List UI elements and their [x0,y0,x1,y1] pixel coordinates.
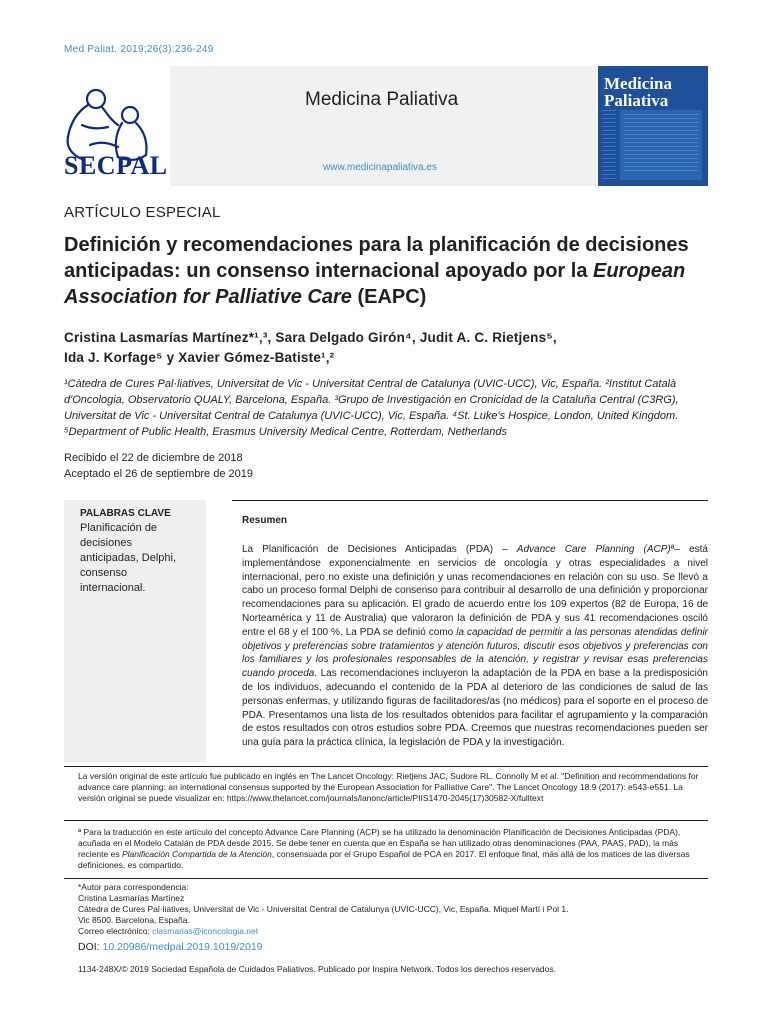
keywords-heading: PALABRAS CLAVE [80,508,171,519]
title-part2: (EAPC) [351,286,427,308]
original-version-note: La versión original de este artículo fue publicado en inglés en The Lancet Oncology: Rietjens JAC, Sudore RL, Connolly M et al. "Definition and recommendations for advance care planning: an international consensus supported by the European Association for Palliative Care". The Lancet Oncology 18.9 (2017): e543-e551. La versión original se puede visualizar en: https://www.thelancet.com/journals/lanonc/article/PIIS1470-2045(17)30582-X/fulltext [78,771,699,803]
journal-citation: Med Paliat. 2019;26(3):236-249 [64,44,214,55]
authors-line2: Ida J. Korfage⁵ y Xavier Gómez-Batiste¹‚² [64,350,335,365]
secpal-logo-text: SECPAL [64,151,168,180]
journal-title: Medicina Paliativa [305,89,459,110]
affiliations: ¹Càtedra de Cures Pal·liatives, Universitat de Vic - Universitat Central de Catalunya (UVIC-UCC), Vic, España. ²Institut Català d'Oncologia, Observatorio QUALY, Barcelona, España. ³Grupo de Investigación en Cronicidad de la Cataluña Central (C3RG), Universitat de Vic - Universitat Central de Catalunya (UVIC-UCC), Vic, España. ⁴St. Luke's Hospice, London, United Kingdom. ⁵Department of Public Health, Erasmus University Medical Centre, Rotterdam, Netherlands [64,378,679,438]
translation-text-a: ª Para la traducción en este artículo del concepto Advance Care Planning (ACP) se ha utilizado la denominación Planificación de Decisiones Anticipadas (PDA), acuñada en el Modelo Catalán de PDA desde 2015. Se debe tener en cuenta que en España se han utilizado otras denominaciones (PAA, PAAS, PAD), la más reciente es [78,827,681,859]
translation-italic: Planificación Compartida de la Atención [121,849,272,859]
received-date: Recibido el 22 de diciembre de 2018 [64,452,243,464]
abstract-top-rule [232,500,708,501]
section-label: ARTÍCULO ESPECIAL [64,204,221,221]
footnote-rule-2 [64,820,708,821]
doi-line [78,941,263,953]
journal-cover-image [598,66,708,186]
authors-line1: Cristina Lasmarías Martínez*¹‚³, Sara Delgado Girón⁴, Judit A. C. Rietjens⁵, [64,330,557,345]
abstract-text-1: La Planificación de Decisiones Anticipadas (PDA) – [242,544,517,555]
footnote-rule-3 [64,878,708,879]
title-part1: Definición y recomendaciones para la planificación de decisiones anticipadas: un consenso internacional apoyado por la [64,234,689,282]
author-list [64,328,704,368]
copyright-notice: 1134-248X/© 2019 Sociedad Española de Cuidados Paliativos. Publicado por Inspira Network. Todos los derechos reservados. [78,964,556,974]
correspondence-email-line [78,926,708,937]
journal-url-link[interactable]: www.medicinapaliativa.es [323,162,437,173]
abstract-text-2: ª– está implementándose exponencialmente en servicios de oncología y otras especialidades a nivel internacional, pero no existe una definición y unas recomendaciones en relación con su uso. Se llevó a cabo un proceso formal Delphi de consenso para contribuir al desarrollo de una definición y proporcionar recomendaciones para su aplicación. El grado de acuerdo entre los 109 expertos (82 de Europa, 16 de Norteamérica y 11 de Australia) que valoraron la definición de PDA y sus 41 recomendaciones osciló entre el 68 y el 100 %. La PDA se definió como [242,544,708,638]
email-link[interactable]: clasmarias@iconcologia.net [152,926,259,936]
footnote-rule-1 [64,766,708,767]
abstract-text-3: Las recomendaciones incluyeron la adaptación de la PDA en base a la predisposición de los individuos, adecuando el contenido de la PDA al deterioro de las condiciones de salud de las personas enfermas, y utilizando figuras de facilitadores/as (no médicos) para el soporte en el proceso de PDA. Presentamos una lista de los resultados obtenidos para facilitar el agrupamiento y la comparación de estos resultados con otros estudios sobre PDA. Creemos que nuestras recomendaciones pueden ser una guía para la práctica clínica, la legislación de PDA y la investigación. [242,668,708,749]
cover-sidebar [602,110,616,180]
doi-label: DOI: [78,941,103,953]
article-dates [64,450,253,482]
correspondence-address-1: Càtedra de Cures Pal·liatives, Universitat de Vic - Universitat Central de Catalunya (UVIC-UCC), Vic, España. Miquel Martí i Pol 1. [78,904,569,914]
correspondence-block [78,882,708,937]
abstract-heading: Resumen [242,515,288,526]
email-label: Correo electrónico: [78,926,153,936]
abstract-body [242,543,708,750]
title-italic: European Association for Palliative Care [64,260,686,308]
abstract-italic-2: la capacidad de permitir a las personas atendidas definir objetivos y preferencias sobre tratamientos y atención futuros, discutir esos objetivos y preferencias con los familiares y los profesionales responsables de la atención, y registrar y revisar esas preferencias cuando proceda. [242,626,708,680]
correspondence-heading: *Autor para correspondencia: [78,882,189,892]
accepted-date: Aceptado el 26 de septiembre de 2019 [64,468,253,480]
translation-text-b: , consensuada por el Grupo Español de PCA en 2017. El enfoque final, más allá de los matices de las diversas definiciones, es compartido. [78,849,690,870]
doi-link[interactable]: 10.20986/medpal.2019.1019/2019 [102,941,263,953]
cover-title-line1: Medicina [604,74,672,93]
abstract-italic-1: Advance Care Planning (ACP) [516,544,671,555]
translation-note [78,827,708,871]
correspondence-address-2: Vic 8500. Barcelona, España. [78,915,190,925]
keywords-text: Planificación de decisiones anticipadas, Delphi, consenso internacional. [80,522,177,594]
cover-content-block [620,110,702,180]
article-title [64,232,724,310]
correspondence-name: Cristina Lasmarías Martínez [78,893,185,903]
cover-title-line2: Paliativa [604,91,669,110]
